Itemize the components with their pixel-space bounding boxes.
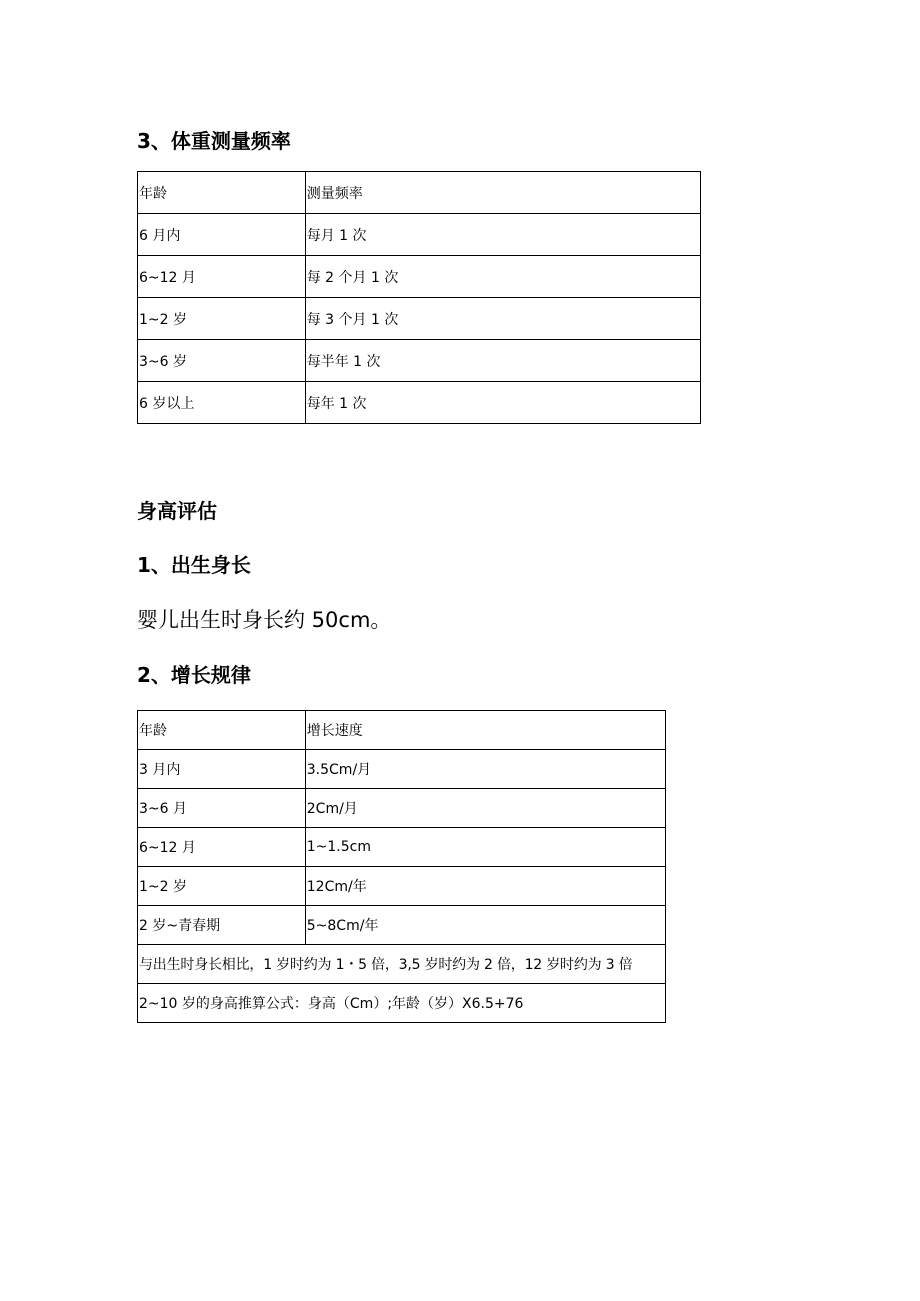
table-row bbox=[138, 789, 666, 828]
growth-pattern-heading: 2、增长规律 bbox=[137, 663, 251, 687]
rate-cell: 1~1.5cm bbox=[305, 828, 665, 867]
table-header-row bbox=[138, 172, 701, 214]
age-cell: 6 岁以上 bbox=[138, 382, 306, 424]
table-row bbox=[138, 828, 666, 867]
frequency-cell: 每 2 个月 1 次 bbox=[305, 256, 700, 298]
age-cell: 2 岁~青春期 bbox=[138, 906, 306, 945]
age-cell: 6~12 月 bbox=[138, 256, 306, 298]
comparison-note-cell: 与出生时身长相比，1 岁时约为 1・5 倍，3,5 岁时约为 2 倍，12 岁时约为 3 倍 bbox=[138, 945, 666, 984]
header-cell: 增长速度 bbox=[305, 711, 665, 750]
header-cell: 测量频率 bbox=[305, 172, 700, 214]
age-cell: 1~2 岁 bbox=[138, 298, 306, 340]
frequency-cell: 每年 1 次 bbox=[305, 382, 700, 424]
frequency-cell: 每 3 个月 1 次 bbox=[305, 298, 700, 340]
table-row bbox=[138, 382, 701, 424]
rate-cell: 12Cm/年 bbox=[305, 867, 665, 906]
rate-cell: 5~8Cm/年 bbox=[305, 906, 665, 945]
birth-length-heading: 1、出生身长 bbox=[137, 553, 251, 577]
height-section-title: 身高评估 bbox=[137, 499, 217, 523]
age-cell: 1~2 岁 bbox=[138, 867, 306, 906]
age-cell: 3 月内 bbox=[138, 750, 306, 789]
frequency-cell: 每月 1 次 bbox=[305, 214, 700, 256]
birth-length-text: 婴儿出生时身长约 50cm。 bbox=[137, 608, 392, 632]
weight-frequency-table bbox=[137, 171, 701, 424]
table-row bbox=[138, 298, 701, 340]
age-cell: 3~6 月 bbox=[138, 789, 306, 828]
header-cell: 年龄 bbox=[138, 711, 306, 750]
formula-note-cell: 2~10 岁的身高推算公式：身高（Cm）;年龄（岁）X6.5+76 bbox=[138, 984, 666, 1023]
table-row bbox=[138, 340, 701, 382]
frequency-cell: 每半年 1 次 bbox=[305, 340, 700, 382]
age-cell: 6 月内 bbox=[138, 214, 306, 256]
table-row bbox=[138, 256, 701, 298]
table-row bbox=[138, 750, 666, 789]
table-row bbox=[138, 984, 666, 1023]
rate-cell: 2Cm/月 bbox=[305, 789, 665, 828]
age-cell: 3~6 岁 bbox=[138, 340, 306, 382]
weight-frequency-heading: 3、体重测量频率 bbox=[137, 129, 291, 153]
table-row bbox=[138, 945, 666, 984]
header-cell: 年龄 bbox=[138, 172, 306, 214]
table-header-row bbox=[138, 711, 666, 750]
rate-cell: 3.5Cm/月 bbox=[305, 750, 665, 789]
table-row bbox=[138, 214, 701, 256]
age-cell: 6~12 月 bbox=[138, 828, 306, 867]
growth-rate-table bbox=[137, 710, 666, 1023]
table-row bbox=[138, 906, 666, 945]
table-row bbox=[138, 867, 666, 906]
